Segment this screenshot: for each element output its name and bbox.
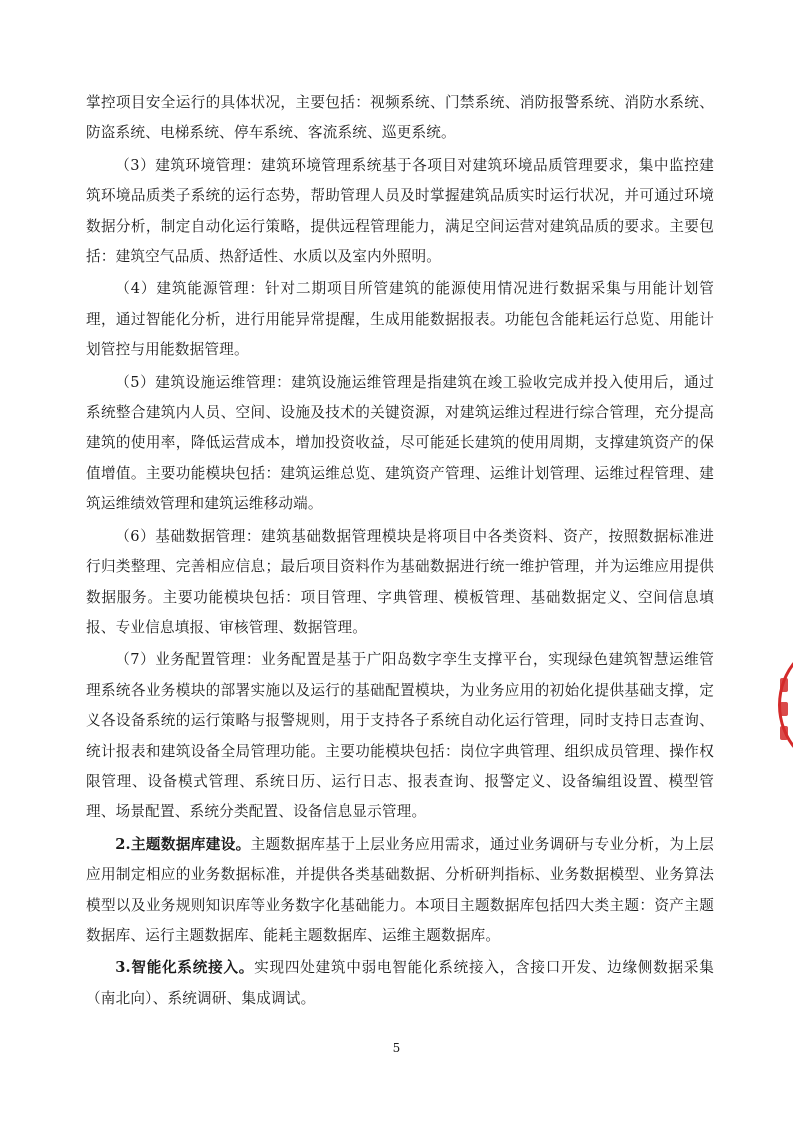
- paragraph-facility-operations: [86, 368, 714, 520]
- paragraph-text: 掌控项目安全运行的具体状况，主要包括：视频系统、门禁系统、消防报警系统、消防水系统、防盗系统、电梯系统、停车系统、客流系统、巡更系统。: [86, 94, 714, 142]
- paragraph-lead: 3.智能化系统接入。: [115, 959, 255, 977]
- paragraph-text: （7）业务配置管理：业务配置是基于广阳岛数字孪生支撑平台，实现绿色建筑智慧运维管理系统各业务模块的部署实施以及运行的基础配置模块，为业务应用的初始化提供基础支撑，定义各设备系统的运行策略与报警规则，用于支持各子系统自动化运行管理，同时支持日志查询、统计报表和建筑设备全局管理功能。主要功能模块包括：岗位字典管理、组织成员管理、操作权限管理、设备模式管理、系统日历、运行日志、报表查询、报警定义、设备编组设置、模型管理、场景配置、系统分类配置、设备信息显示管理。: [86, 651, 714, 821]
- paragraph-building-energy: [86, 274, 714, 365]
- paragraph-building-environment: [86, 151, 714, 273]
- paragraph-intelligent-access: [86, 953, 714, 1014]
- paragraph-text: 实现四处建筑中弱电智能化系统接入，含接口开发、边缘侧数据采集（南北向）、系统调研、集成调试。: [86, 959, 714, 1007]
- paragraph-lead: 2.主题数据库建设。: [115, 835, 251, 853]
- document-body: [86, 88, 714, 1014]
- paragraph-text: （4）建筑能源管理：针对二期项目所管建筑的能源使用情况进行数据采集与用能计划管理，通过智能化分析，进行用能异常提醒，生成用能数据报表。功能包含能耗运行总览、用能计划管控与用能数据管理。: [86, 280, 714, 359]
- paragraph-topic-database: [86, 830, 714, 952]
- paragraph-text: （6）基础数据管理：建筑基础数据管理模块是将项目中各类资料、资产，按照数据标准进行归类整理、完善相应信息；最后项目资料作为基础数据进行统一维护管理，并为运维应用提供数据服务。主要功能模块包括：项目管理、字典管理、模板管理、基础数据定义、空间信息填报、专业信息填报、审核管理、数据管理。: [86, 527, 714, 636]
- seal-mark: [780, 726, 788, 740]
- page-number: 5: [392, 1041, 401, 1055]
- paragraph-security-items: [86, 88, 714, 149]
- paragraph-text: 主题数据库基于上层业务应用需求，通过业务调研与专业分析，为上层应用制定相应的业务数据标准，并提供各类基础数据、分析研判指标、业务数据模型、业务算法模型以及业务规则知识库等业务数字化基础能力。本项目主题数据库包括四大类主题：资产主题数据库、运行主题数据库、能耗主题数据库、运维主题数据库。: [86, 835, 714, 944]
- seal-mark: [780, 702, 788, 716]
- paragraph-basic-data: [86, 522, 714, 644]
- seal-mark: [780, 678, 788, 692]
- paragraph-business-config: [86, 645, 714, 827]
- seal-stamp-fragment: [772, 640, 793, 770]
- paragraph-text: （5）建筑设施运维管理：建筑设施运维管理是指建筑在竣工验收完成并投入使用后，通过系统整合建筑内人员、空间、设施及技术的关键资源，对建筑运维过程进行综合管理，充分提高建筑的使用率，降低运营成本，增加投资收益，尽可能延长建筑的使用周期，支撑建筑资产的保值增值。主要功能模块包括：建筑运维总览、建筑资产管理、运维计划管理、运维过程管理、建筑运维绩效管理和建筑运维移动端。: [86, 373, 714, 513]
- paragraph-text: （3）建筑环境管理：建筑环境管理系统基于各项目对建筑环境品质管理要求，集中监控建筑环境品质类子系统的运行态势，帮助管理人员及时掌握建筑品质实时运行状况，并可通过环境数据分析，制定自动化运行策略，提供远程管理能力，满足空间运营对建筑品质的要求。主要包括：建筑空气品质、热舒适性、水质以及室内外照明。: [86, 156, 714, 266]
